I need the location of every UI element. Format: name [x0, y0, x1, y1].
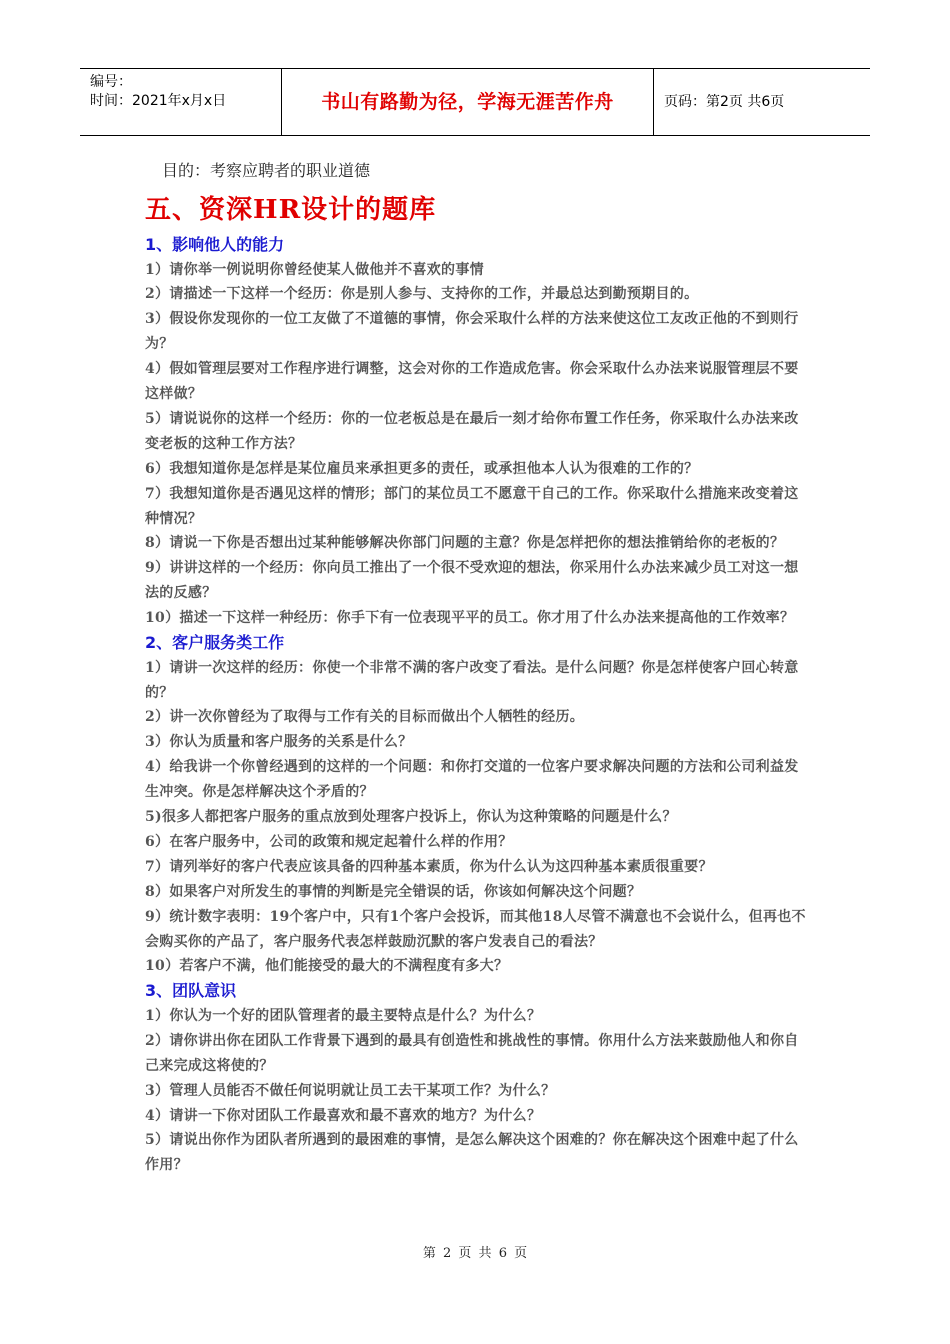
document-number-label: 编号： — [90, 74, 132, 90]
question-item: 7）请列举好的客户代表应该具备的四种基本素质，你为什么认为这四种基本素质很重要？ — [145, 858, 713, 875]
question-item: 2）请你讲出你在团队工作背景下遇到的最具有创造性和挑战性的事情。你用什么方法来鼓励他人和你自己来完成这将使的？ — [145, 1032, 799, 1074]
question-item: 2）请描述一下这样一个经历：你是别人参与、支持你的工作，并最总达到勤预期目的。 — [145, 286, 699, 303]
header-meta-cell — [80, 69, 282, 135]
question-item: 3）你认为质量和客户服务的关系是什么？ — [145, 734, 413, 751]
question-item: 6）在客户服务中，公司的政策和规定起着什么样的作用？ — [145, 833, 513, 850]
question-item: 5)很多人都把客户服务的重点放到处理客户投诉上，你认为这种策略的问题是什么？ — [145, 809, 677, 826]
question-item: 7）我想知道你是否遇见这样的情形；部门的某位员工不愿意干自己的工作。你采取什么措施来改变着这种情况？ — [145, 485, 799, 527]
header-motto: 书山有路勤为径，学海无涯苦作舟 — [282, 69, 654, 135]
question-item: 4）假如管理层要对工作程序进行调整，这会对你的工作造成危害。你会采取什么办法来说服管理层不要这样做？ — [145, 361, 799, 403]
section-title: 2、客户服务类工作 — [145, 633, 285, 653]
section-title: 3、团队意识 — [145, 981, 237, 1001]
question-item: 4）给我讲一个你曾经遇到的这样的一个问题：和你打交道的一位客户要求解决问题的方法和公司利益发生冲突。你是怎样解决这个矛盾的？ — [145, 759, 799, 801]
header-page-number: 页码：第2页 共6页 — [664, 94, 785, 110]
question-item: 5）请说出你作为团队者所遇到的最困难的事情，是怎么解决这个困难的？你在解决这个困难中起了什么作用？ — [145, 1132, 799, 1174]
question-item: 10）描述一下这样一种经历：你手下有一位表现平平的员工。你才用了什么办法来提高他的工作效率？ — [145, 610, 795, 627]
question-item: 3）假设你发现你的一位工友做了不道德的事情，你会采取什么样的方法来使这位工友改正他的不到则行为？ — [145, 311, 799, 353]
page-footer: 第 2 页 共 6 页 — [422, 1246, 528, 1261]
question-item: 6）我想知道你是怎样是某位雇员来承担更多的责任，或承担他本人认为很难的工作的？ — [145, 460, 699, 477]
section-customer-service — [145, 631, 810, 979]
question-bank — [145, 233, 810, 1178]
question-item: 9）讲讲这样的一个经历：你向员工推出了一个很不受欢迎的想法，你采用什么办法来减少员工对这一想法的反感？ — [145, 560, 799, 602]
question-item: 9）统计数字表明：19个客户中，只有1个客户会投诉，而其他18人尽管不满意也不会说什么，但再也不会购买你的产品了，客户服务代表怎样鼓励沉默的客户发表自己的看法？ — [145, 908, 806, 950]
question-item: 1）请讲一次这样的经历：你使一个非常不满的客户改变了看法。是什么问题？你是怎样使客户回心转意的？ — [145, 659, 799, 701]
section-title: 1、影响他人的能力 — [145, 235, 285, 254]
document-date-label: 时间：2021年x月x日 — [90, 93, 227, 109]
question-item: 3）管理人员能否不做任何说明就让员工去干某项工作？为什么？ — [145, 1082, 556, 1099]
question-item: 4）请讲一下你对团队工作最喜欢和最不喜欢的地方？为什么？ — [145, 1107, 542, 1124]
purpose-line: 目的：考察应聘者的职业道德 — [162, 161, 371, 180]
question-item: 1）你认为一个好的团队管理者的最主要特点是什么？为什么？ — [145, 1007, 542, 1024]
question-item: 5）请说说你的这样一个经历：你的一位老板总是在最后一刻才给你布置工作任务，你采取什么办法来改变老板的这种工作方法？ — [145, 410, 799, 452]
question-item: 10）若客户不满，他们能接受的最大的不满程度有多大？ — [145, 958, 509, 975]
question-item: 1）请你举一例说明你曾经使某人做他并不喜欢的事情 — [145, 261, 484, 278]
question-item: 8）如果客户对所发生的事情的判断是完全错误的话，你该如何解决这个问题？ — [145, 883, 642, 900]
section-teamwork — [145, 979, 810, 1178]
section-influence — [145, 233, 810, 631]
page-header — [80, 68, 870, 136]
question-item: 2）讲一次你曾经为了取得与工作有关的目标而做出个人牺牲的经历。 — [145, 709, 585, 726]
question-item: 8）请说一下你是否想出过某种能够解决你部门问题的主意？你是怎样把你的想法推销给你的老板的？ — [145, 535, 785, 552]
main-heading: 五、资深HR设计的题库 — [145, 195, 437, 225]
